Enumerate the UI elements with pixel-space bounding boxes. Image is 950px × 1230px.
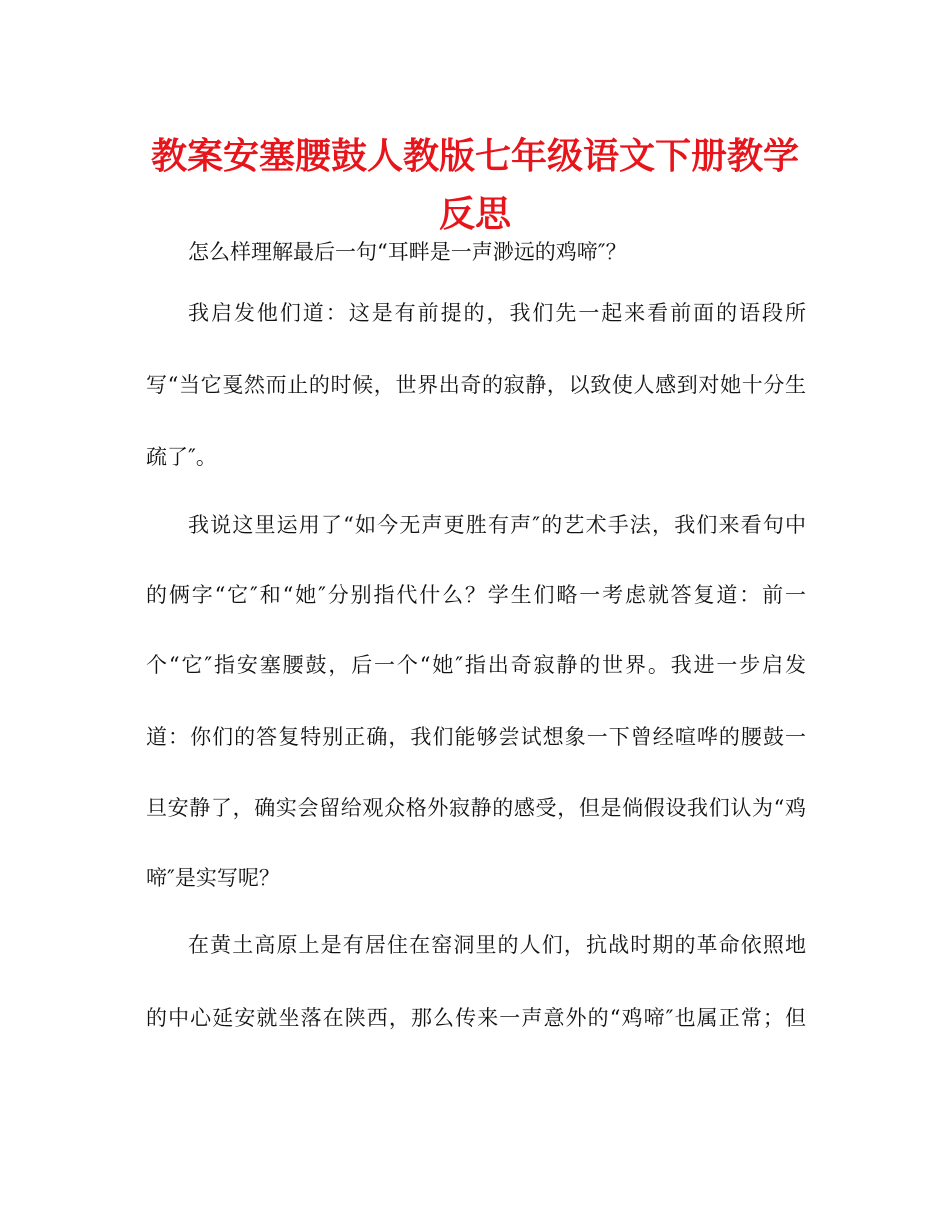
text-line: 道：你们的答复特别正确，我们能够尝试想象一下曾经喧哗的腰鼓一 bbox=[146, 725, 806, 749]
text-line: 怎么样理解最后一句“耳畔是一声渺远的鸡啼″？ bbox=[188, 240, 627, 264]
text-line: 我启发他们道：这是有前提的，我们先一起来看前面的语段所 bbox=[188, 301, 806, 325]
title-line-1: 教案安塞腰鼓人教版七年级语文下册教学 bbox=[150, 136, 799, 177]
title-line-2: 反思 bbox=[438, 194, 511, 235]
text-line: 啼″是实写呢？ bbox=[146, 866, 280, 890]
text-line: 的俩字“它″和“她″分别指代什么？学生们略一考虑就答复道：前一 bbox=[146, 583, 806, 607]
text-line: 的中心延安就坐落在陕西，那么传来一声意外的“鸡啼″也属正常；但 bbox=[146, 1006, 806, 1030]
text-line: 个“它″指安塞腰鼓，后一个“她″指出奇寂静的世界。我进一步启发 bbox=[146, 653, 806, 677]
text-line: 写“当它戛然而止的时候，世界出奇的寂静，以致使人感到对她十分生 bbox=[146, 373, 806, 397]
text-line: 疏了″。 bbox=[146, 445, 217, 469]
document-title bbox=[100, 128, 850, 244]
text-line: 在黄土高原上是有居住在窑洞里的人们，抗战时期的革命依照地 bbox=[188, 933, 806, 957]
text-line: 我说这里运用了“如今无声更胜有声″的艺术手法，我们来看句中 bbox=[188, 513, 806, 537]
text-line: 旦安静了，确实会留给观众格外寂静的感受，但是倘假设我们认为“鸡 bbox=[146, 796, 806, 820]
